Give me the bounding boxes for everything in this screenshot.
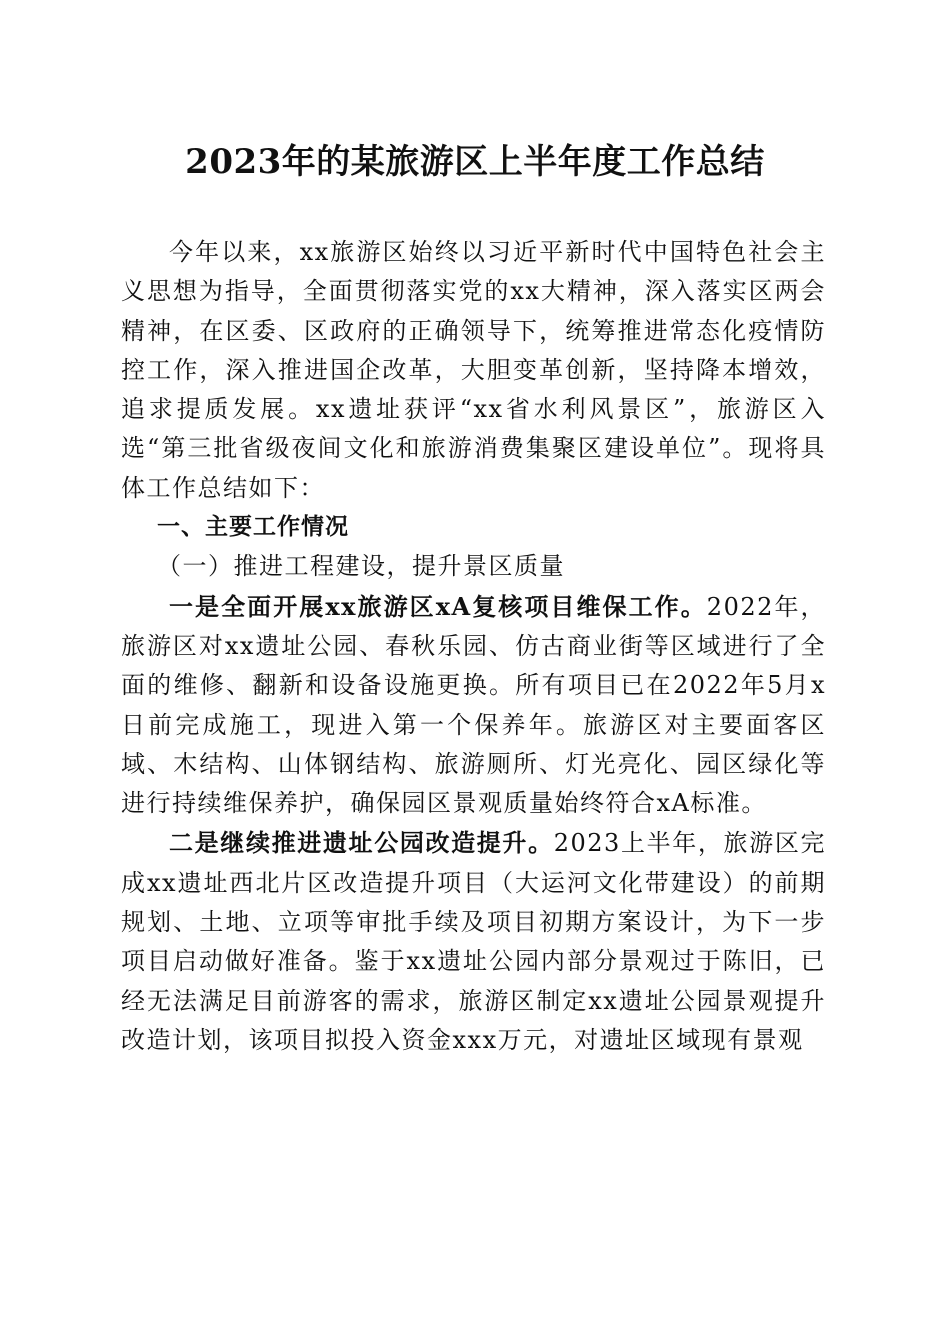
paragraph-lead: 一是全面开展xx旅游区xA复核项目维保工作。 xyxy=(169,591,707,621)
document-title: 2023年的某旅游区上半年度工作总结 xyxy=(185,142,765,182)
paragraph-lead: 二是继续推进遗址公园改造提升。 xyxy=(169,828,554,858)
section-heading-main-work: 一、主要工作情况 xyxy=(157,514,349,541)
document-body xyxy=(121,233,826,1060)
paragraph-maintenance xyxy=(121,587,826,824)
intro-paragraph: 今年以来，xx旅游区始终以习近平新时代中国特色社会主义思想为指导，全面贯彻落实党的xx大精神，深入落实区两会精神，在区委、区政府的正确领导下，统筹推进常态化疫情防控工作，深入推进国企改革，大胆变革创新，坚持降本增效，追求提质发展。xx遗址获评“xx省水利风景区”，旅游区入选“第三批省级夜间文化和旅游消费集聚区建设单位”。现将具体工作总结如下： xyxy=(121,238,826,502)
paragraph-text: 2023上半年，旅游区完成xx遗址西北片区改造提升项目（大运河文化带建设）的前期规划、土地、立项等审批手续及项目初期方案设计，为下一步项目启动做好准备。鉴于xx遗址公园内部分景观过于陈旧，已经无法满足目前游客的需求，旅游区制定xx遗址公园景观提升改造计划，该项目拟投入资金xxx万元，对遗址区域现有景观 xyxy=(121,829,827,1054)
subsection-heading-engineering: （一）推进工程建设，提升景区质量 xyxy=(157,552,565,581)
paragraph-text: 2022年，旅游区对xx遗址公园、春秋乐园、仿古商业街等区域进行了全面的维修、翻新和设备设施更换。所有项目已在2022年5月x日前完成施工，现进入第一个保养年。旅游区对主要面客区域、木结构、山体钢结构、旅游厕所、灯光亮化、园区绿化等进行持续维保养护，确保园区景观质量始终符合xA标准。 xyxy=(121,592,826,818)
paragraph-renovation xyxy=(121,823,826,1060)
